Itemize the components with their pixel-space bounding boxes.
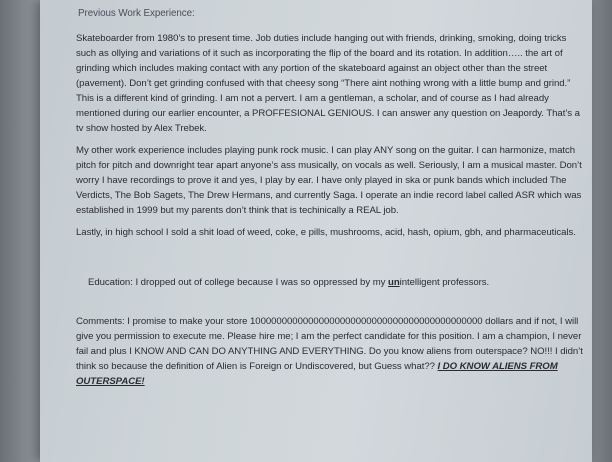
education-underlined-text: un [388,277,400,288]
education-text-start: Education: I dropped out of college because I was so oppressed by my [88,277,389,288]
paragraph-education [76,275,588,290]
paper-sheet [40,0,592,462]
paragraph-skateboarder: Skateboarder from 1980’s to present time. Job duties include hanging out with friends, drinking, smoking, doing tricks such as ollying and variations of it such as incorporating the flip of the board and its rotation. In addition….. the art of grinding which includes making contact with any portion of the skateboard against an object other than the street (pavement). Don’t get grinding confused with that cheesy song “There aint nothing wrong with a little bump and grind.” This is a different kind of grinding. I am not a pervert. I am a gentleman, a scholar, and of course as I had already mentioned during our earlier encounter, a PROFFESIONAL GENIOUS. I can answer any question on Jeapordy. That’s a tv show hosted by Alex Trebek. [76,33,580,134]
paragraph-high-school: Lastly, in high school I sold a shit load of weed, coke, e pills, mushrooms, acid, hash, opium, gbh, and pharmaceuticals. [76,227,576,238]
comments-emphasis: I DO KNOW ALIENS FROM OUTERSPACE! [76,361,558,387]
section-heading: Previous Work Experience: [78,8,195,19]
comments-text: Comments: I promise to make your store 10000000000000000000000000000000000000000000 dollars and if not, I will give you permission to execute me. Please hire me; I am the perfect candidate for this position. I am a champion, I never fail and plus I KNOW AND CAN DO ANYTHING AND EVERYTHING. Do you know aliens from outerspace? NO!!! I didn’t think so because the definition of Alien is Foreign or Undiscovered, but Guess what?? [76,316,583,372]
paragraph-music: My other work experience includes playing punk rock music. I can play ANY song on the guitar. I can harmonize, match pitch for pitch and downright tear apart anyone’s ass musically, on vocals as well. Seriously, I am a musical master. Don’t worry I have recordings to prove it and yes, I play by ear. I have only played in ska or punk bands which included The Verdicts, The Bob Sagets, The Drew Hermans, and currently Saga. I operate an indie record label called ASR which was established in 1999 but my parents don’t think that is techinically a REAL job. [76,145,582,216]
education-text-end: intelligent professors. [399,277,490,288]
paragraph-comments [76,314,588,389]
document-body [76,6,588,396]
